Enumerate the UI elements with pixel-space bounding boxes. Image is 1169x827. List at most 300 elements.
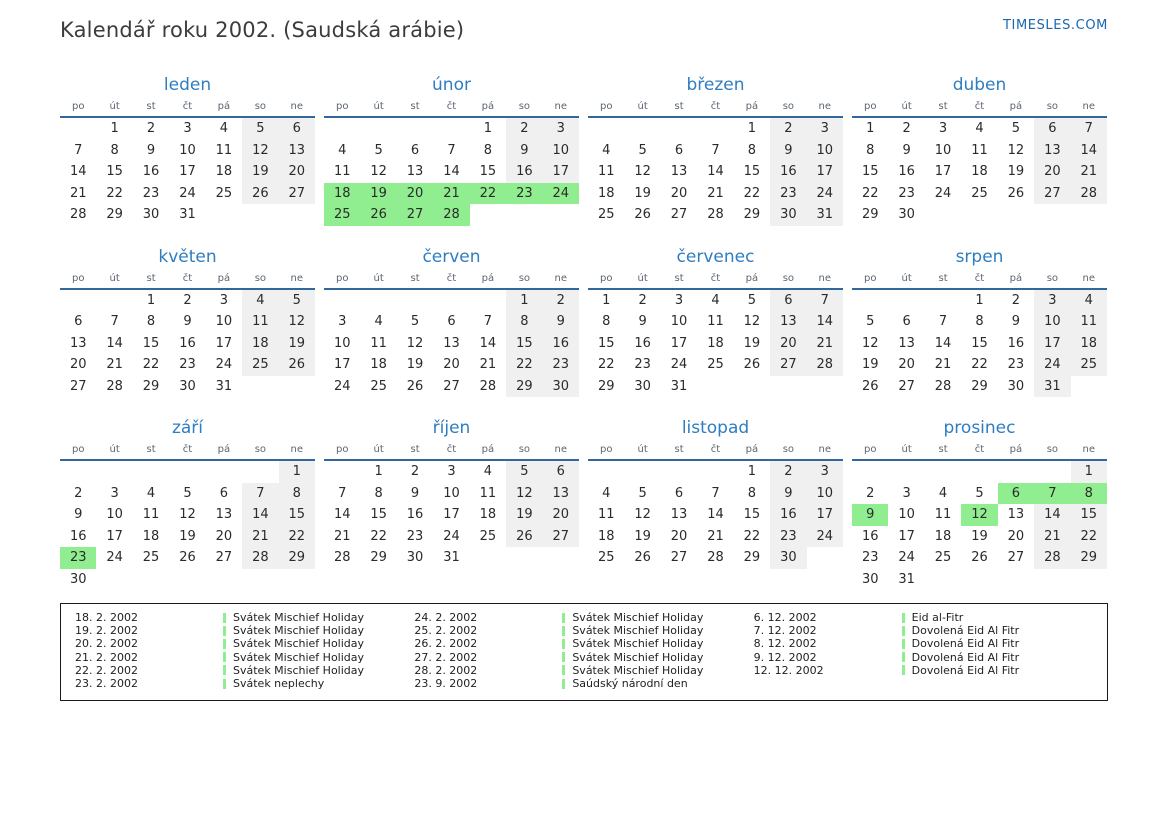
day-cell: 7 — [483, 314, 493, 329]
day-cell: 24 — [179, 185, 196, 201]
empty-cell — [588, 118, 624, 140]
holiday-marker-icon — [562, 626, 565, 636]
day-cell: 4 — [483, 464, 493, 479]
day-cell: 2 — [183, 292, 192, 308]
day-cell: 18 — [324, 183, 360, 205]
day-cell: 29 — [506, 376, 542, 398]
weekday-label: so — [782, 272, 795, 284]
empty-cell — [925, 290, 961, 312]
day-cell: 20 — [279, 161, 315, 183]
legend-entry — [754, 637, 1093, 650]
day-cell: 5 — [374, 142, 383, 158]
day-cell: 18 — [479, 507, 497, 522]
holiday-marker-icon — [902, 665, 905, 675]
day-cell: 22 — [370, 528, 387, 544]
day-cell: 9 — [506, 140, 542, 162]
empty-cell — [433, 118, 469, 140]
day-cell: 21 — [1034, 526, 1070, 548]
day-cell: 16 — [770, 161, 806, 183]
day-cell: 23 — [60, 547, 96, 569]
day-cell: 18 — [242, 333, 278, 355]
day-cell: 26 — [360, 204, 396, 226]
weekday-label: so — [782, 444, 795, 455]
day-cell: 30 — [770, 547, 806, 569]
day-cell: 12 — [506, 483, 542, 505]
day-cell: 24 — [898, 550, 915, 565]
day-cell: 7 — [711, 142, 720, 158]
empty-cell — [360, 290, 396, 312]
day-cell: 3 — [1034, 290, 1070, 312]
day-cell: 18 — [707, 335, 724, 351]
day-cell: 29 — [370, 550, 387, 565]
day-cell: 1 — [747, 121, 757, 136]
day-cell: 2 — [638, 292, 647, 308]
day-cell: 7 — [242, 483, 278, 505]
month-cerven — [324, 247, 579, 398]
empty-cell — [169, 461, 205, 483]
day-cell: 18 — [142, 528, 160, 544]
day-cell: 27 — [397, 204, 433, 226]
legend-label: Svátek Mischief Holiday — [233, 650, 365, 664]
day-cell: 22 — [142, 357, 160, 372]
weekday-label: po — [71, 444, 85, 455]
day-cell: 12 — [743, 314, 761, 329]
day-cell: 18 — [1071, 333, 1107, 355]
day-cell: 9 — [74, 507, 83, 522]
day-cell: 28 — [707, 550, 724, 565]
empty-cell — [624, 118, 660, 140]
empty-cell — [697, 118, 733, 140]
weekday-label: čt — [710, 101, 721, 112]
day-cell: 30 — [543, 376, 579, 398]
day-cell: 29 — [1071, 547, 1107, 569]
day-cell: 3 — [110, 485, 119, 501]
day-cell: 21 — [69, 185, 87, 201]
day-cell: 21 — [242, 526, 278, 548]
legend-entry — [75, 637, 414, 650]
day-cell: 18 — [215, 164, 233, 179]
day-cell: 30 — [861, 571, 879, 587]
empty-cell — [324, 290, 360, 312]
day-cell: 5 — [410, 314, 420, 329]
legend-label: Svátek neplechy — [233, 677, 325, 691]
day-cell: 11 — [934, 507, 952, 522]
weekday-label: st — [938, 444, 948, 455]
weekday-label: út — [109, 272, 120, 284]
weekday-label: út — [373, 444, 384, 455]
day-cell: 26 — [634, 550, 651, 565]
page-title: Kalendář roku 2002. (Saudská arábie) — [60, 18, 465, 42]
day-cell: 22 — [861, 185, 879, 201]
day-cell: 6 — [1034, 118, 1070, 140]
weekday-header-row — [588, 273, 843, 290]
day-cell: 25 — [479, 528, 497, 544]
day-cell: 8 — [866, 142, 875, 158]
weekday-header-row — [324, 444, 579, 461]
day-cell: 23 — [634, 357, 651, 372]
weekday-label: so — [1046, 101, 1059, 112]
legend-entry — [754, 664, 1093, 677]
weekday-label: čt — [446, 101, 457, 112]
day-cell: 10 — [670, 314, 688, 329]
legend-label: Svátek Mischief Holiday — [572, 663, 704, 677]
day-cell: 1 — [975, 292, 984, 308]
day-cell: 26 — [743, 357, 761, 372]
weekday-label: po — [335, 444, 349, 455]
calendar-grid — [60, 75, 1108, 590]
day-cell: 9 — [146, 142, 156, 158]
day-cell: 2 — [74, 485, 83, 501]
day-cell: 8 — [374, 485, 383, 501]
day-cell: 16 — [861, 528, 879, 544]
weekday-label: pá — [217, 444, 231, 455]
holiday-marker-icon — [562, 679, 565, 689]
month-days — [588, 461, 843, 569]
day-cell: 5 — [747, 292, 757, 308]
weekday-label: pá — [481, 272, 495, 284]
day-cell: 3 — [338, 314, 347, 329]
legend-date: 24. 2. 2002 — [414, 611, 478, 625]
day-cell: 6 — [219, 485, 229, 501]
day-cell: 29 — [106, 207, 123, 222]
empty-cell — [96, 290, 132, 312]
day-cell: 6 — [998, 483, 1034, 505]
weekday-label: ne — [1082, 272, 1096, 284]
month-duben — [852, 75, 1107, 226]
day-cell: 12 — [279, 311, 315, 333]
day-cell: 9 — [183, 314, 192, 329]
day-cell: 24 — [807, 526, 843, 548]
day-cell: 31 — [179, 207, 196, 222]
empty-cell — [324, 461, 360, 483]
weekday-label: st — [938, 101, 948, 112]
legend-label: Svátek Mischief Holiday — [233, 624, 365, 638]
month-days — [60, 290, 315, 398]
day-cell: 12 — [861, 335, 879, 351]
day-cell: 10 — [807, 483, 843, 505]
day-cell: 24 — [333, 378, 351, 394]
weekday-label: so — [518, 101, 531, 112]
day-cell: 17 — [807, 161, 843, 183]
month-days — [324, 290, 579, 398]
day-cell: 8 — [483, 142, 493, 158]
month-zari — [60, 418, 315, 590]
day-cell: 17 — [215, 335, 233, 351]
day-cell: 24 — [106, 550, 123, 565]
day-cell: 29 — [971, 378, 988, 394]
day-cell: 9 — [410, 485, 420, 501]
legend-date: 12. 12. 2002 — [753, 663, 824, 677]
day-cell: 26 — [1007, 185, 1025, 201]
day-cell: 5 — [975, 485, 984, 501]
empty-cell — [661, 118, 697, 140]
weekday-label: čt — [446, 272, 457, 284]
month-days — [588, 290, 843, 398]
weekday-label: st — [146, 444, 156, 455]
weekday-label: ne — [818, 444, 832, 455]
day-cell: 14 — [333, 507, 351, 522]
day-cell: 21 — [807, 333, 843, 355]
day-cell: 20 — [69, 357, 87, 372]
day-cell: 4 — [602, 485, 611, 501]
empty-cell — [661, 461, 697, 483]
legend-date: 20. 2. 2002 — [75, 637, 138, 651]
day-cell: 21 — [433, 183, 469, 205]
legend-label: Dovolená Eid Al Fitr — [911, 663, 1020, 677]
day-cell: 28 — [707, 207, 724, 222]
holiday-marker-icon — [223, 652, 226, 662]
day-cell: 7 — [74, 142, 83, 158]
day-cell: 13 — [1007, 507, 1025, 522]
day-cell: 22 — [279, 526, 315, 548]
holiday-marker-icon — [902, 652, 905, 662]
day-cell: 4 — [219, 121, 229, 136]
empty-cell — [133, 461, 169, 483]
month-title-rijen: říjen — [432, 418, 471, 438]
holiday-marker-icon — [902, 639, 905, 649]
day-cell: 30 — [634, 378, 651, 394]
month-days — [852, 290, 1107, 398]
month-title-kveten: květen — [158, 246, 217, 267]
day-cell: 1 — [110, 121, 119, 136]
day-cell: 11 — [971, 142, 988, 158]
weekday-label: pá — [481, 444, 495, 455]
day-cell: 11 — [215, 142, 233, 158]
day-cell: 17 — [333, 357, 351, 372]
weekday-header-row — [588, 444, 843, 461]
day-cell: 12 — [179, 507, 196, 522]
legend-date: 22. 2. 2002 — [75, 663, 138, 677]
day-cell: 31 — [443, 550, 460, 565]
day-cell: 2 — [543, 290, 579, 312]
day-cell: 14 — [443, 164, 460, 179]
weekday-label: ne — [1082, 101, 1096, 112]
day-cell: 10 — [333, 335, 351, 351]
day-cell: 18 — [597, 185, 615, 201]
legend-label: Dovolená Eid Al Fitr — [911, 650, 1020, 664]
day-cell: 9 — [852, 504, 888, 526]
day-cell: 15 — [861, 164, 879, 179]
day-cell: 11 — [1071, 311, 1107, 333]
holiday-marker-icon — [562, 639, 565, 649]
month-leden — [60, 75, 315, 226]
day-cell: 25 — [934, 550, 952, 565]
holiday-marker-icon — [902, 613, 905, 623]
day-cell: 12 — [1007, 142, 1025, 158]
day-cell: 22 — [743, 185, 761, 201]
legend-entry — [414, 677, 753, 690]
day-cell: 26 — [861, 378, 879, 394]
month-brezen — [588, 75, 843, 226]
day-cell: 23 — [179, 357, 196, 372]
day-cell: 22 — [743, 528, 761, 544]
day-cell: 8 — [602, 314, 611, 329]
weekday-label: čt — [182, 444, 193, 455]
day-cell: 24 — [215, 357, 233, 372]
day-cell: 26 — [242, 183, 278, 205]
site-link[interactable]: TIMESLES.COM — [1002, 18, 1108, 33]
day-cell: 4 — [975, 121, 984, 136]
weekday-label: po — [71, 272, 85, 284]
day-cell: 11 — [707, 314, 724, 329]
day-cell: 13 — [279, 140, 315, 162]
day-cell: 13 — [670, 507, 688, 522]
day-cell: 13 — [898, 335, 915, 351]
weekday-label: út — [901, 444, 912, 455]
day-cell: 22 — [470, 183, 506, 205]
day-cell: 19 — [743, 335, 761, 351]
day-cell: 16 — [179, 335, 196, 351]
legend-label: Dovolená Eid Al Fitr — [911, 624, 1020, 638]
day-cell: 8 — [747, 142, 757, 158]
day-cell: 17 — [443, 507, 460, 522]
day-cell: 6 — [770, 290, 806, 312]
day-cell: 8 — [747, 485, 757, 501]
empty-cell — [96, 461, 132, 483]
day-cell: 18 — [934, 528, 952, 544]
day-cell: 19 — [360, 183, 396, 205]
day-cell: 6 — [902, 314, 911, 329]
empty-cell — [588, 461, 624, 483]
weekday-label: pá — [745, 444, 759, 455]
day-cell: 26 — [971, 550, 988, 565]
day-cell: 27 — [1034, 183, 1070, 205]
day-cell: 14 — [807, 311, 843, 333]
day-cell: 10 — [215, 314, 233, 329]
empty-cell — [852, 461, 888, 483]
legend-label: Svátek Mischief Holiday — [572, 624, 704, 638]
day-cell: 17 — [934, 164, 952, 179]
weekday-label: st — [410, 444, 420, 455]
day-cell: 30 — [142, 207, 160, 222]
day-cell: 5 — [1011, 121, 1021, 136]
day-cell: 29 — [743, 207, 761, 222]
day-cell: 13 — [215, 507, 233, 522]
day-cell: 23 — [406, 528, 424, 544]
day-cell: 6 — [674, 142, 684, 158]
day-cell: 12 — [406, 335, 424, 351]
day-cell: 20 — [443, 357, 460, 372]
holiday-marker-icon — [223, 613, 226, 623]
day-cell: 25 — [324, 204, 360, 226]
day-cell: 30 — [179, 378, 196, 394]
legend-column-3 — [754, 611, 1093, 690]
day-cell: 21 — [1071, 161, 1107, 183]
day-cell: 3 — [807, 461, 843, 483]
day-cell: 30 — [69, 571, 87, 587]
day-cell: 25 — [597, 207, 615, 222]
day-cell: 21 — [934, 357, 952, 372]
day-cell: 13 — [670, 164, 688, 179]
day-cell: 15 — [370, 507, 387, 522]
day-cell: 1 — [279, 461, 315, 483]
weekday-label: pá — [217, 272, 231, 284]
day-cell: 3 — [447, 464, 456, 479]
weekday-label: čt — [446, 444, 457, 455]
legend-label: Eid al-Fitr — [911, 611, 964, 625]
weekday-label: čt — [710, 444, 721, 455]
day-cell: 7 — [807, 290, 843, 312]
day-cell: 8 — [146, 314, 156, 329]
day-cell: 15 — [106, 164, 123, 179]
weekday-label: st — [674, 101, 684, 112]
day-cell: 16 — [543, 333, 579, 355]
holiday-marker-icon — [562, 613, 565, 623]
day-cell: 27 — [69, 378, 87, 394]
day-cell: 25 — [215, 185, 233, 201]
day-cell: 10 — [106, 507, 123, 522]
day-cell: 21 — [479, 357, 497, 372]
day-cell: 15 — [1071, 504, 1107, 526]
day-cell: 9 — [543, 311, 579, 333]
legend-date: 9. 12. 2002 — [753, 650, 817, 664]
day-cell: 10 — [1034, 311, 1070, 333]
weekday-label: čt — [974, 272, 985, 284]
day-cell: 17 — [670, 335, 688, 351]
day-cell: 1 — [483, 121, 493, 136]
day-cell: 31 — [1034, 376, 1070, 398]
day-cell: 23 — [506, 183, 542, 205]
day-cell: 29 — [597, 378, 615, 394]
holiday-marker-icon — [562, 665, 565, 675]
weekday-label: ne — [290, 444, 304, 455]
day-cell: 11 — [333, 164, 351, 179]
month-title-cerven: červen — [422, 246, 481, 267]
day-cell: 21 — [707, 528, 724, 544]
month-cervenec — [588, 247, 843, 398]
legend-date: 23. 9. 2002 — [414, 677, 478, 691]
day-cell: 13 — [443, 335, 460, 351]
day-cell: 31 — [670, 378, 688, 394]
day-cell: 29 — [279, 547, 315, 569]
month-days — [852, 461, 1107, 590]
day-cell: 2 — [506, 118, 542, 140]
day-cell: 2 — [1011, 292, 1021, 308]
month-prosinec — [852, 418, 1107, 590]
day-cell: 23 — [898, 185, 915, 201]
day-cell: 1 — [602, 292, 611, 308]
day-cell: 14 — [707, 507, 724, 522]
weekday-label: po — [599, 272, 613, 284]
weekday-label: pá — [1009, 444, 1023, 455]
day-cell: 12 — [634, 164, 651, 179]
empty-cell — [397, 118, 433, 140]
day-cell: 20 — [670, 528, 688, 544]
day-cell: 6 — [74, 314, 83, 329]
empty-cell — [433, 290, 469, 312]
month-days — [60, 461, 315, 590]
day-cell: 23 — [861, 550, 879, 565]
holiday-marker-icon — [223, 665, 226, 675]
day-cell: 14 — [106, 335, 123, 351]
day-cell: 5 — [638, 485, 647, 501]
day-cell: 29 — [142, 378, 160, 394]
day-cell: 4 — [1071, 290, 1107, 312]
day-cell: 20 — [1034, 161, 1070, 183]
month-days — [324, 118, 579, 226]
day-cell: 21 — [333, 528, 351, 544]
weekday-header-row — [588, 101, 843, 118]
weekday-label: ne — [290, 272, 304, 284]
day-cell: 28 — [934, 378, 952, 394]
weekday-label: čt — [974, 101, 985, 112]
day-cell: 23 — [1007, 357, 1025, 372]
month-title-zari: září — [171, 418, 204, 438]
weekday-label: so — [254, 272, 267, 284]
legend-entry — [754, 624, 1093, 637]
day-cell: 6 — [543, 461, 579, 483]
day-cell: 20 — [770, 333, 806, 355]
